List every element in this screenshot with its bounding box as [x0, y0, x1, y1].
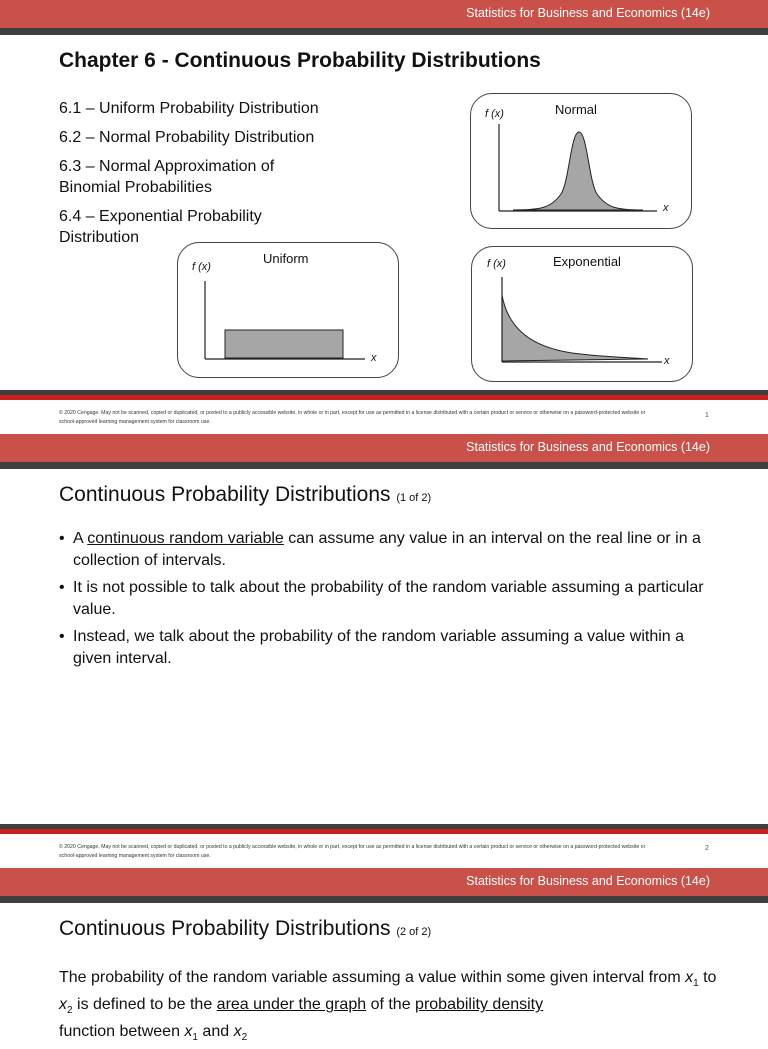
page-number: 1 [705, 412, 709, 419]
bullet-marker: • [59, 579, 65, 596]
page-title [59, 917, 431, 941]
normal-distribution-figure [470, 93, 692, 229]
toc-item: 6.4 – Exponential Probability Distribution [59, 208, 262, 246]
toc-item: 6.3 – Normal Approximation of Binomial Probabilities [59, 158, 275, 196]
book-title: Statistics for Business and Economics (14e) [466, 6, 710, 20]
toc-item: 6.1 – Uniform Probability Distribution [59, 100, 319, 117]
page-title: Chapter 6 - Continuous Probability Distributions [59, 49, 541, 72]
title-text: Continuous Probability Distributions [59, 917, 391, 940]
title-part-indicator: (1 of 2) [396, 492, 432, 504]
y-axis-label: f (x) [487, 258, 506, 270]
title-part-indicator: (2 of 2) [396, 926, 432, 938]
figure-title: Exponential [553, 254, 621, 269]
bullet-item: • It is not possible to talk about the probability of the random variable assuming a particular value. [59, 579, 704, 618]
bullet-item: • Instead, we talk about the probability of the random variable assuming a value within a given interval. [59, 628, 685, 667]
footer-band [0, 829, 768, 834]
page-title [59, 483, 431, 507]
exponential-distribution-figure [471, 246, 693, 382]
definition-paragraph: The probability of the random variable assuming a value within some given interval from $x_1$ to $x_2$ is defined to be the area under the graph of the probability density function between $x_1$ and $x_2$ [59, 969, 717, 1044]
header-divider [0, 896, 768, 903]
header-divider [0, 28, 768, 35]
bullet-item: • A continuous random variable can assume any value in an interval on the real line or in a collection of intervals. [59, 530, 701, 569]
x-axis-label: x [371, 352, 377, 364]
uniform-distribution-figure [177, 242, 399, 378]
figure-title: Normal [555, 102, 597, 117]
bullet-list [59, 528, 719, 675]
title-text: Continuous Probability Distributions [59, 483, 391, 506]
slide-1 [0, 0, 768, 434]
chapter-contents [59, 98, 319, 256]
book-title: Statistics for Business and Economics (14e) [466, 874, 710, 888]
x-axis-label: x [663, 202, 669, 214]
figure-title: Uniform [263, 251, 309, 266]
term-continuous-random-variable: continuous random variable [87, 530, 284, 547]
y-axis-label: f (x) [192, 261, 211, 273]
footer-band [0, 395, 768, 400]
copyright-notice: © 2020 Cengage. May not be scanned, copied or duplicated, or posted to a publicly accessible website, in whole or in part, except for use as permitted in a license distributed with a certain product or service or otherwise on a password-protected website or school-approved learning management system for classroom use. [59, 844, 646, 859]
book-title: Statistics for Business and Economics (14e) [466, 440, 710, 454]
slide-2 [0, 434, 768, 868]
bullet-marker: • [59, 530, 65, 547]
copyright-notice: © 2020 Cengage. May not be scanned, copied or duplicated, or posted to a publicly accessible website, in whole or in part, except for use as permitted in a license distributed with a certain product or service or otherwise on a password-protected website or school-approved learning management system for classroom use. [59, 410, 646, 425]
header-divider [0, 462, 768, 469]
term-probability-density: probability density [415, 996, 544, 1014]
bullet-marker: • [59, 628, 65, 645]
term-area-under-graph: area under the graph [216, 996, 367, 1014]
page-number: 2 [705, 845, 709, 852]
slide-3 [0, 868, 768, 1044]
y-axis-label: f (x) [485, 108, 504, 120]
toc-item: 6.2 – Normal Probability Distribution [59, 129, 315, 146]
x-axis-label: x [664, 355, 670, 367]
